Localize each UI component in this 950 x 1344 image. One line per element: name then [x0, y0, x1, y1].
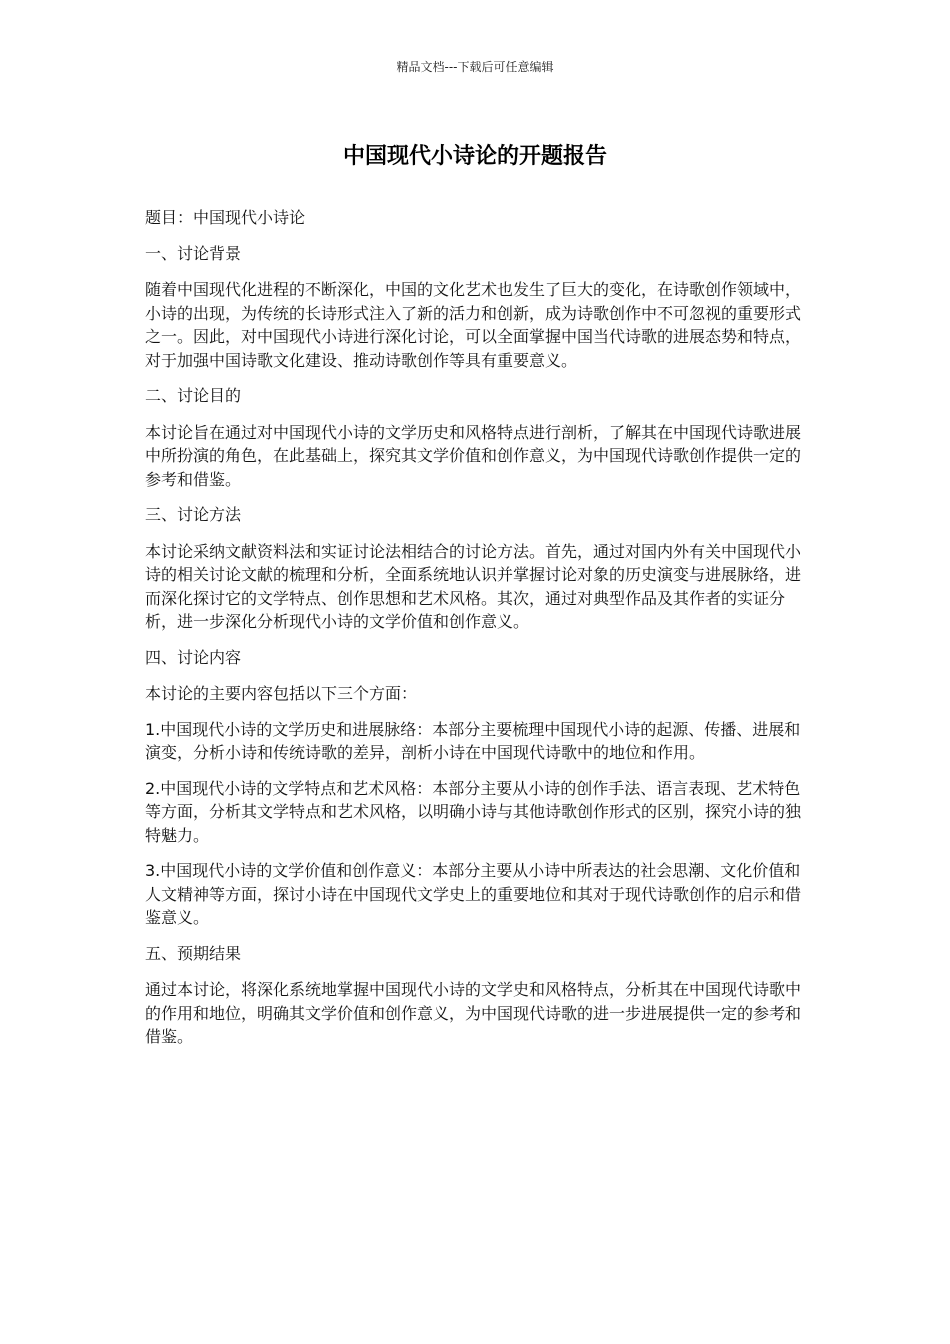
section-text-method: 本讨论采纳文献资料法和实证讨论法相结合的讨论方法。首先，通过对国内外有关中国现代小诗的相关讨论文献的梳理和分析，全面系统地认识并掌握讨论对象的历史演变与进展脉络，进而深化探讨它的文学特点、创作思想和艺术风格。其次，通过对典型作品及其作者的实证分析，进一步深化分析现代小诗的文学价值和创作意义。 [145, 541, 802, 631]
section-heading-method: 三、讨论方法 [145, 505, 242, 524]
section-text-purpose: 本讨论旨在通过对中国现代小诗的文学历史和风格特点进行剖析，了解其在中国现代诗歌进展中所扮演的角色，在此基础上，探究其文学价值和创作意义，为中国现代诗歌创作提供一定的参考和借鉴。 [145, 422, 802, 489]
section-intro-content: 本讨论的主要内容包括以下三个方面： [145, 684, 418, 703]
section-heading-content: 四、讨论内容 [145, 647, 242, 667]
content-list-item: 1.中国现代小诗的文学历史和进展脉络：本部分主要梳理中国现代小诗的起源、传播、进展和演变，分析小诗和传统诗歌的差异，剖析小诗在中国现代诗歌中的地位和作用。 [145, 719, 801, 762]
page-header-note: 精品文档---下载后可任意编辑 [396, 60, 554, 74]
document-title: 中国现代小诗论的开题报告 [342, 144, 607, 169]
section-heading-purpose: 二、讨论目的 [145, 386, 242, 405]
section-text-results: 通过本讨论，将深化系统地掌握中国现代小诗的文学史和风格特点，分析其在中国现代诗歌中的作用和地位，明确其文学价值和创作意义，为中国现代诗歌的进一步进展提供一定的参考和借鉴。 [145, 980, 802, 1046]
topic-line: 题目：中国现代小诗论 [145, 208, 306, 227]
section-text-background: 随着中国现代化进程的不断深化，中国的文化艺术也发生了巨大的变化，在诗歌创作领域中，小诗的出现，为传统的长诗形式注入了新的活力和创新，成为诗歌创作中不可忽视的重要形式之一。因此，对中国现代小诗进行深化讨论，可以全面掌握中国当代诗歌的进展态势和特点，对于加强中国诗歌文化建设、推动诗歌创作等具有重要意义。 [145, 280, 802, 370]
section-heading-results: 五、预期结果 [145, 943, 242, 963]
document-body [145, 206, 810, 1061]
section-heading-background: 一、讨论背景 [145, 243, 242, 263]
content-list-item: 2.中国现代小诗的文学特点和艺术风格：本部分主要从小诗的创作手法、语言表现、艺术特色等方面，分析其文学特点和艺术风格，以明确小诗与其他诗歌创作形式的区别，探究小诗的独特魅力。 [145, 778, 802, 845]
content-list-item: 3.中国现代小诗的文学价值和创作意义：本部分主要从小诗中所表达的社会思潮、文化价值和人文精神等方面，探讨小诗在中国现代文学史上的重要地位和其对于现代诗歌创作的启示和借鉴意义。 [145, 861, 802, 927]
